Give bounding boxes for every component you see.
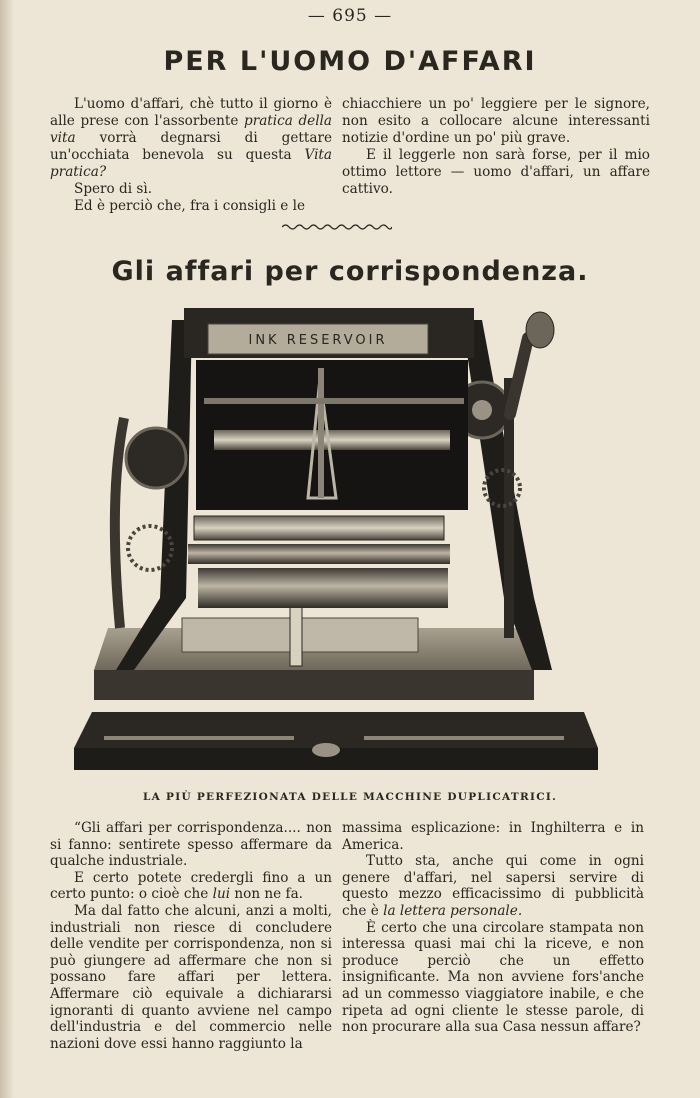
italic-text: lui — [212, 886, 231, 903]
paragraph — [342, 853, 644, 919]
paragraph — [50, 181, 332, 198]
text-run: Tutto sta, anche qui come in ogni genere d'affari, nel sapersi servire di questo mezzo efficacissimo di pubblicità che è — [342, 853, 644, 919]
paragraph — [342, 96, 650, 147]
text-run: Spero di sì. — [74, 181, 153, 197]
text-run: vorrà degnarsi di gettare un'occhiata benevola su questa — [50, 130, 332, 163]
paragraph — [342, 820, 644, 853]
paragraph — [50, 820, 332, 870]
paragraph — [50, 870, 332, 903]
text-run: L'uomo d'affari, chè tutto il giorno è alle prese con l'assorbente — [50, 96, 332, 129]
wavy-divider — [282, 222, 392, 232]
italic-text: Vita pratica? — [50, 147, 332, 180]
duplicating-machine-drawing — [64, 298, 608, 778]
page-title: PER L'UOMO D'AFFARI — [163, 46, 537, 77]
italic-text: pratica della vita — [50, 113, 333, 146]
intro-column-left — [50, 96, 332, 215]
text-run: non ne fa. — [230, 886, 304, 903]
text-run: chiacchiere un po' leggiere per le signore, non esito a collocare alcune interessanti notizie d'ordine un po' più grave. — [342, 96, 650, 146]
text-run: Ma dal fatto che alcuni, anzi a molti, industriali non riesce di concludere delle vendite per corrispondenza, non si può giungere ad affermare che non si possano fare affari per lettera. Affermare ciò equivale a dichiararsi ignoranti di quanto avviene nel campo dell'industria e del commercio nelle nazioni dove essi hanno raggiunto la — [50, 902, 332, 1052]
text-run: E certo potete credergli fino a un certo punto: o cioè che — [50, 869, 332, 903]
paragraph — [50, 903, 332, 1052]
text-run: E il leggerle non sarà forse, per il mio ottimo lettore — uomo d'affari, un affare cattivo. — [342, 147, 650, 197]
paragraph — [342, 920, 644, 1036]
page-number: — 695 — — [307, 6, 393, 26]
italic-text: la lettera personale. — [383, 902, 523, 919]
intro-column-right — [342, 96, 650, 198]
text-run: Ed è perciò che, fra i consigli e le — [74, 198, 306, 214]
article-column-right — [342, 820, 644, 1036]
paragraph — [342, 147, 650, 198]
text-run: “Gli affari per corrispondenza.... non si fanno: sentirete spesso affermare da qualche industriale. — [50, 820, 332, 870]
article-column-left — [50, 820, 332, 1052]
duplicating-machine-illustration — [64, 298, 608, 778]
section-title: Gli affari per corrispondenza. — [111, 256, 589, 287]
paragraph — [50, 96, 332, 181]
text-run: È certo che una circolare stampata non interessa quasi mai chi la riceve, e non produce perciò che un effetto insignificante. Ma non avviene fors'anche ad un commesso viaggiatore inabile, e che ripeta ad ogni cliente le stesse parole, di non procurare alla sua Casa nessun affare? — [342, 919, 644, 1036]
paragraph — [50, 198, 332, 215]
page-edge-shadow — [0, 0, 14, 1098]
figure-caption: LA PIÙ PERFEZIONATA DELLE MACCHINE DUPLICATRICI. — [142, 791, 558, 803]
ink-reservoir-label: INK RESERVOIR — [248, 333, 388, 348]
text-run: massima esplicazione: in Inghilterra e in America. — [342, 820, 644, 853]
